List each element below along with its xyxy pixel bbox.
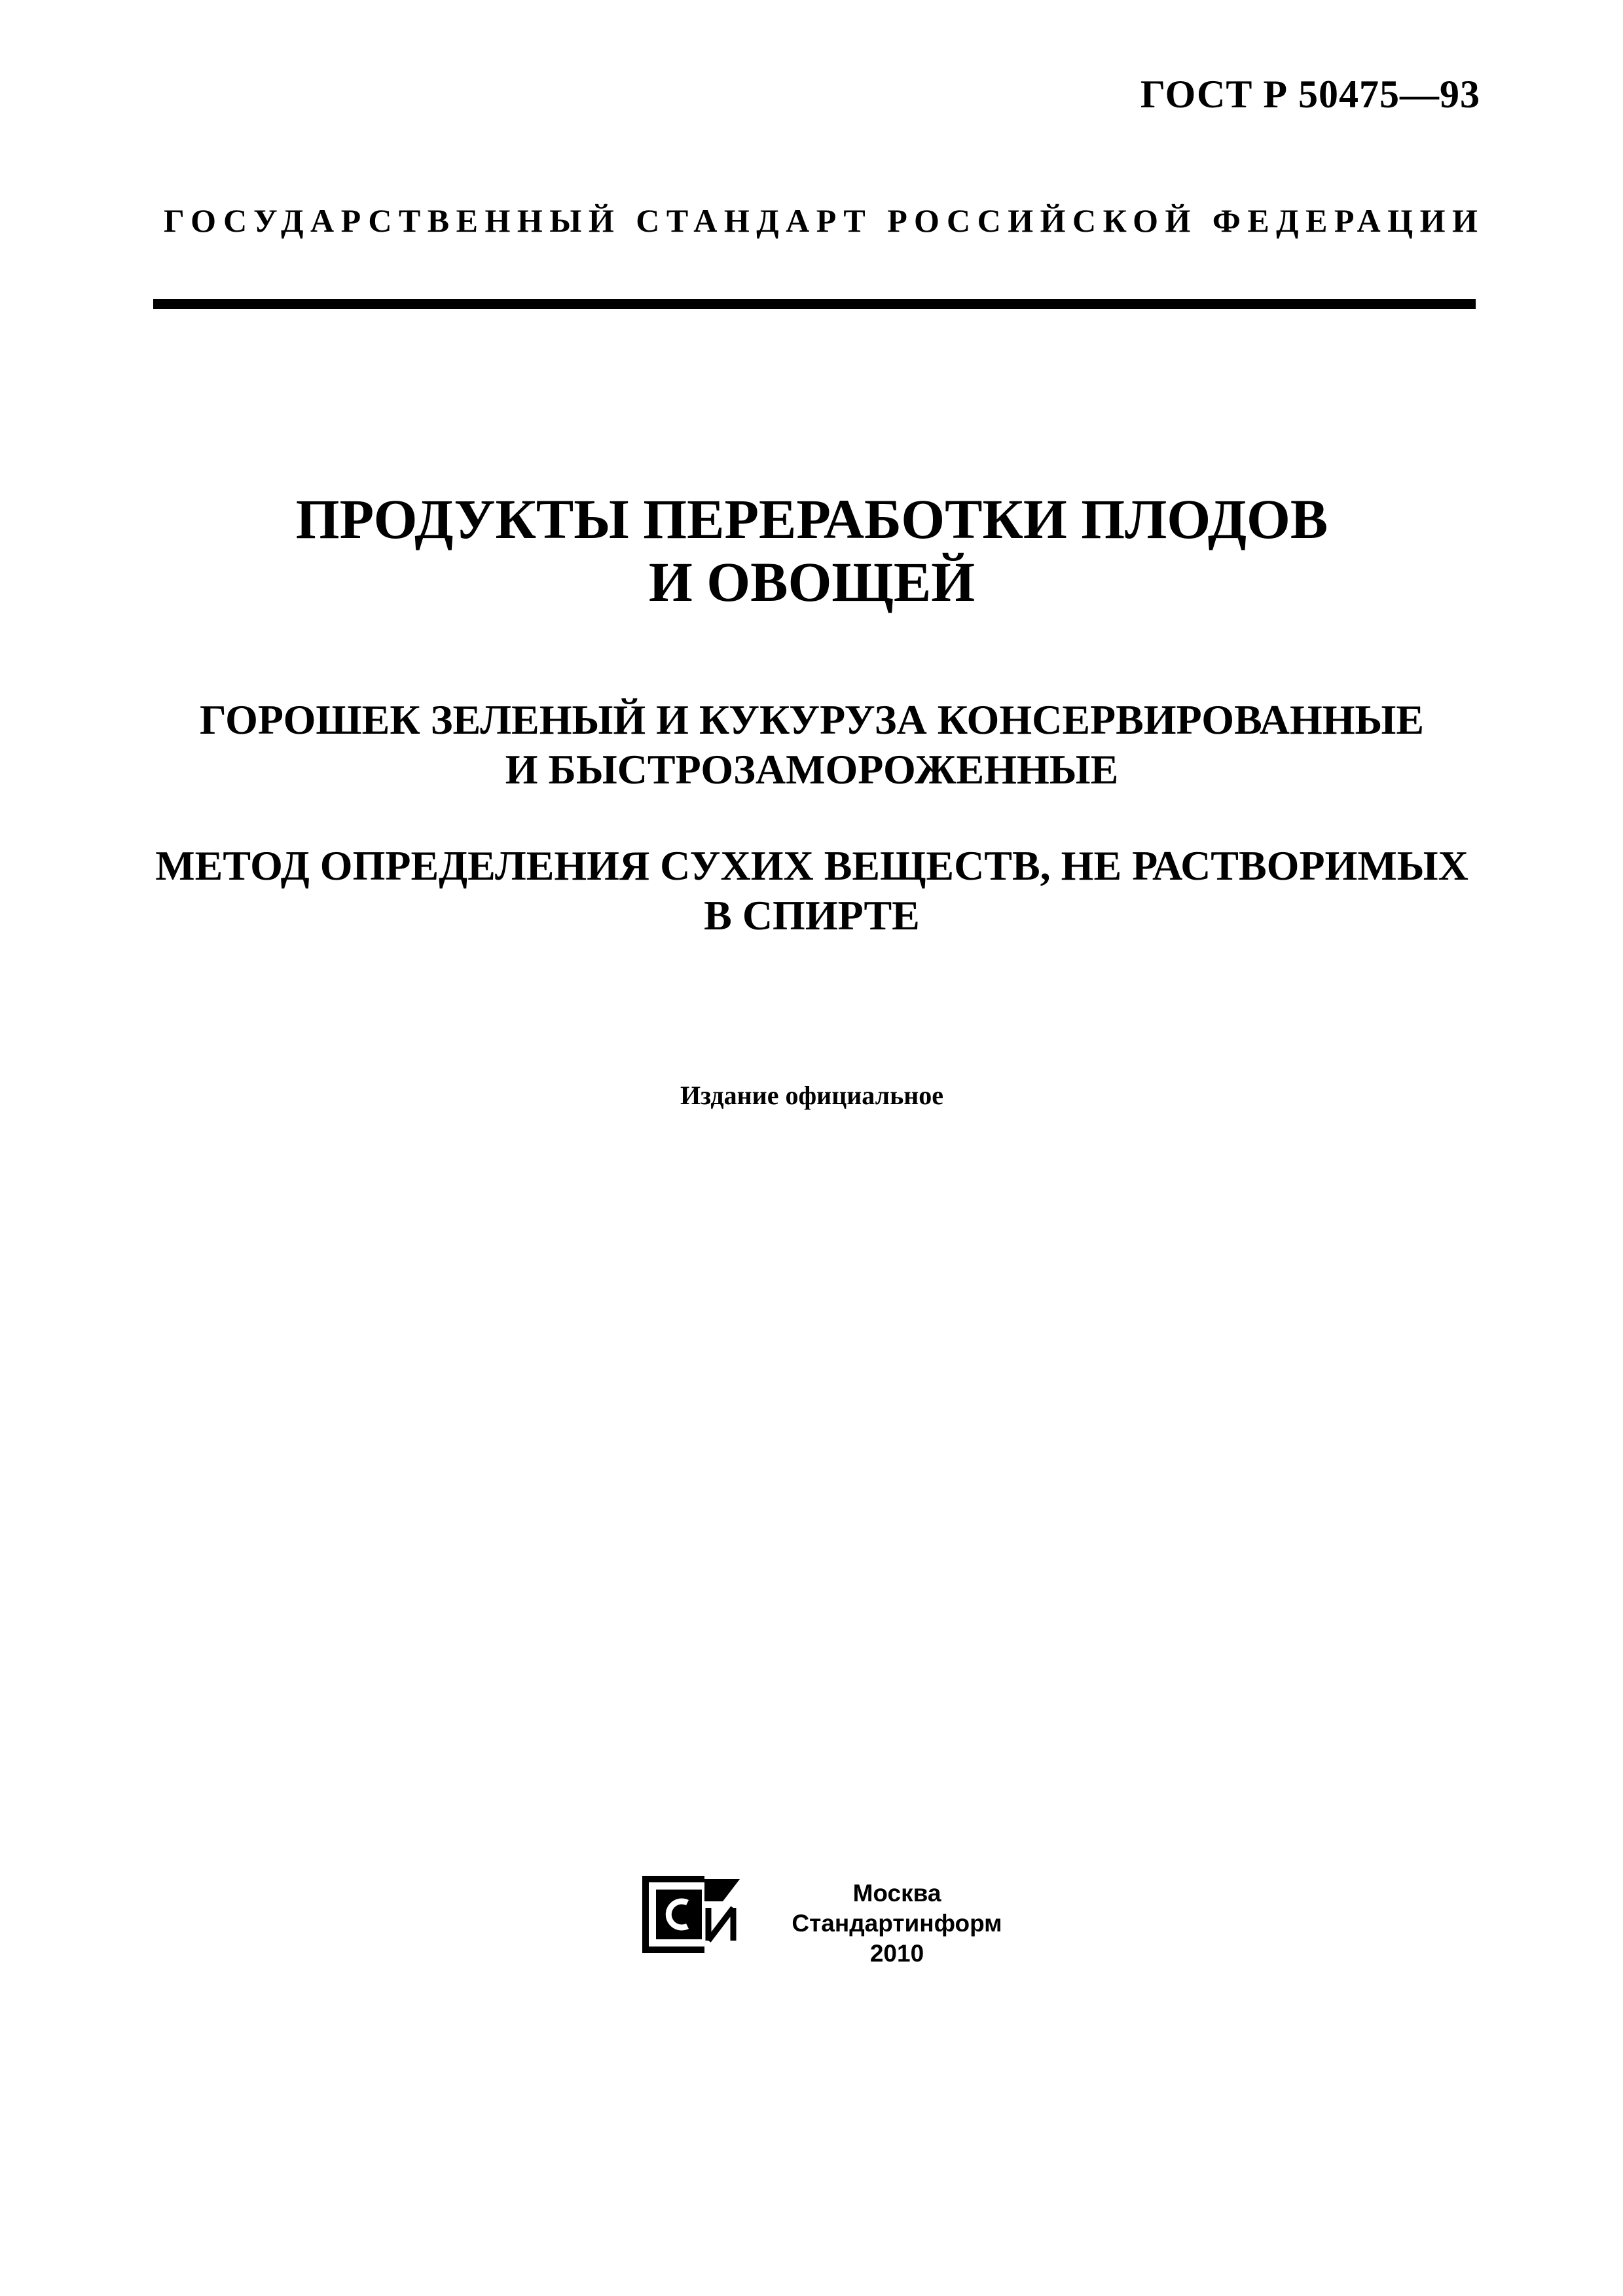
subtitle-1-line-2: И БЫСТРОЗАМОРОЖЕННЫЕ bbox=[505, 746, 1119, 793]
header-divider bbox=[153, 299, 1476, 309]
document-main-title bbox=[131, 488, 1493, 613]
subtitle-2-line-1: МЕТОД ОПРЕДЕЛЕНИЯ СУХИХ ВЕЩЕСТВ, НЕ РАСТВОРИМЫХ bbox=[155, 842, 1468, 889]
standartinform-logo-icon bbox=[642, 1875, 746, 1954]
imprint-year: 2010 bbox=[869, 1940, 924, 1967]
main-title-line-2: И ОВОЩЕЙ bbox=[648, 550, 976, 613]
imprint-city: Москва bbox=[852, 1880, 941, 1907]
document-subtitle-products bbox=[131, 695, 1493, 795]
subtitle-2-line-2: В СПИРТЕ bbox=[704, 892, 920, 939]
imprint-publisher: Стандартинформ bbox=[792, 1910, 1002, 1937]
main-title-line-1: ПРОДУКТЫ ПЕРЕРАБОТКИ ПЛОДОВ bbox=[295, 488, 1328, 550]
edition-note: Издание официальное bbox=[680, 1081, 944, 1110]
gost-number: ГОСТ Р 50475—93 bbox=[1140, 73, 1480, 116]
document-subtitle-method bbox=[131, 841, 1493, 941]
imprint bbox=[779, 1878, 1015, 1969]
subtitle-1-line-1: ГОРОШЕК ЗЕЛЕНЫЙ И КУКУРУЗА КОНСЕРВИРОВАННЫЕ bbox=[199, 696, 1425, 743]
standard-type-heading: ГОСУДАРСТВЕННЫЙ СТАНДАРТ РОССИЙСКОЙ ФЕДЕРАЦИИ bbox=[164, 202, 1485, 239]
